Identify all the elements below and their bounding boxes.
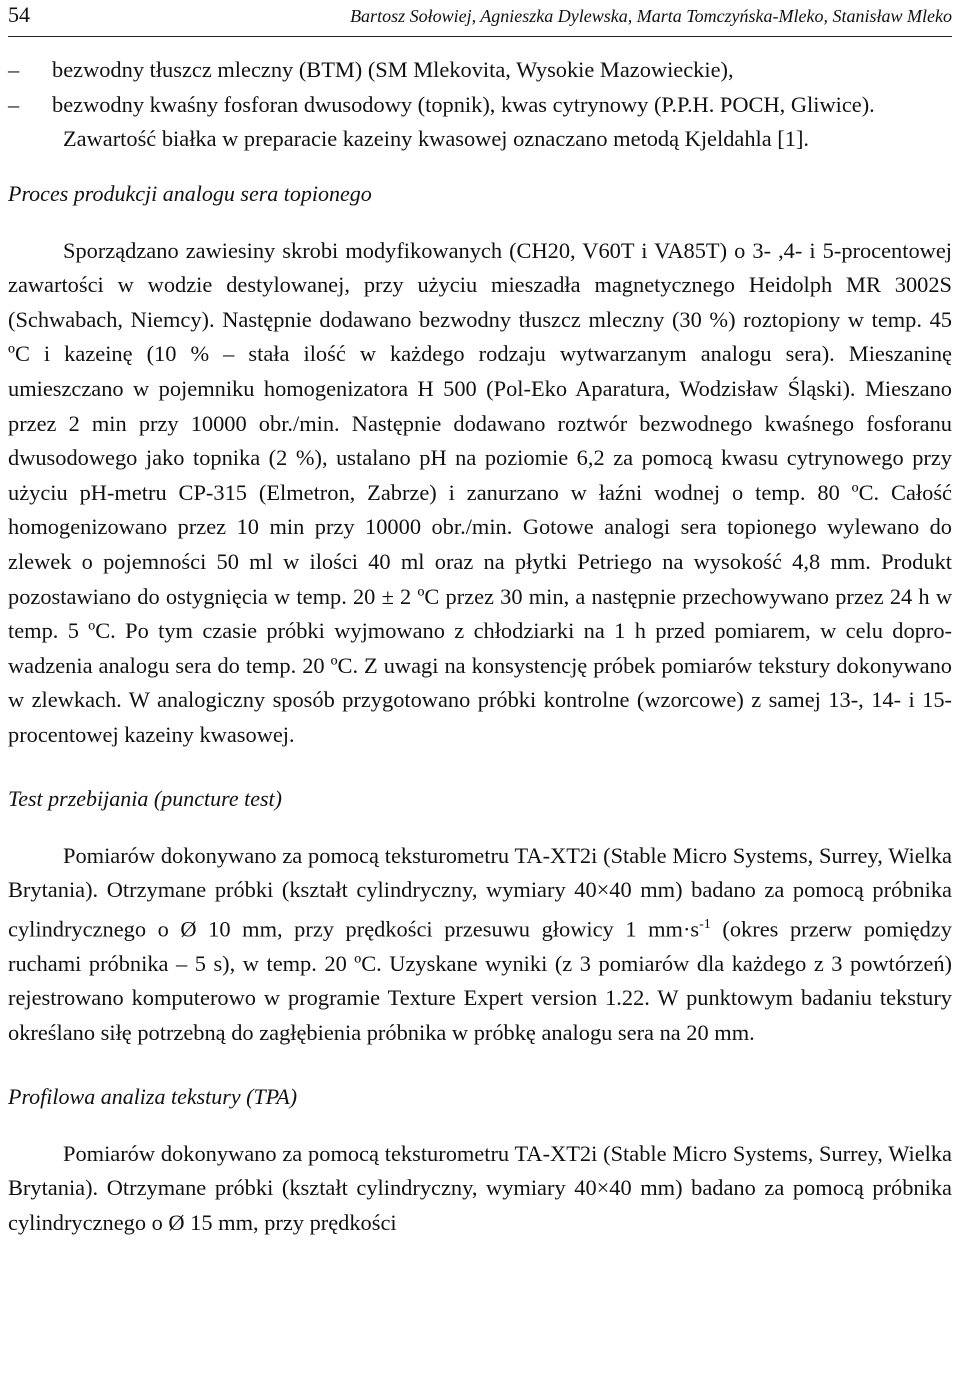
paragraph-text: (okres przerw pomiędzy ruchami próbnika – 5 s), w temp. 20 ºC. Uzyskane wyniki (z 3 pomiarów dla każdego z 3 powtórzeń) rejestrowano komputerowo w programie Texture Expert version 1.22. W punktowym badaniu tekstury określano siłę potrzebną do zagłębienia próbnika w próbkę analogu sera na 20 mm. xyxy=(8,916,952,1045)
page-header xyxy=(8,4,952,37)
page-number: 54 xyxy=(8,2,30,27)
list-item xyxy=(8,52,952,87)
bullet-dash: – xyxy=(8,92,20,117)
section-heading: Test przebijania (puncture test) xyxy=(8,785,282,811)
section-heading: Proces produkcji analogu sera topionego xyxy=(8,180,372,206)
bullet-dash: – xyxy=(8,57,20,82)
paragraph-text: Pomiarów dokonywano za pomocą teksturometru TA-XT2i (Stable Micro Systems, Surrey, Wielka Brytania). Otrzymane próbki (kształt cylindryczny, wymiary 40×40 mm) badano za pomocą próbnika cylindrycznego o Ø 10 mm, przy prędkości przesuwu głowicy 1 mm·s xyxy=(8,842,952,942)
section-paragraph: Pomiarów dokonywano za pomocą teksturometru TA-XT2i (Stable Micro Systems, Surrey, Wielka Brytania). Otrzymane próbki (kształt cylindryczny, wymiary 40×40 mm) badano za pomocą próbnika cylindrycznego o Ø 15 mm, przy prędkości xyxy=(8,1140,952,1235)
section-paragraph xyxy=(8,839,952,1051)
section-paragraph: Sporządzano zawiesiny skrobi modyfikowanych (CH20, V60T i VA85T) o 3- ,4- i 5-procentowej zawartości w wodzie destylowanej, przy użyciu mieszadła magnetycznego Heidolph MR 3002S (Schwabach, Niemcy). Następnie dodawano bezwodny tłuszcz mleczny (30 %) roztopiony w temp. 45 ºC i kazeinę (10 % – stała ilość w każdego rodzaju wytwarzanym analogu sera). Mieszaninę umieszczano w pojemniku homogenizatora H 500 (Pol-Eko Aparatura, Wodzisław Śląski). Mieszano przez 2 min przy 10000 obr./min. Następnie dodawano roztwór bezwodnego kwaśnego fosforanu dwusodowego jako topnika (2 %), ustalano pH na poziomie 6,2 za pomocą kwasu cytrynowego przy użyciu pH-metru CP-315 (Elmetron, Zabrze) i zanurzano w łaźni wodnej o temp. 80 ºC. Całość homogenizowano przez 10 min przy 10000 obr./min. Gotowe analogi sera topionego wylewano do zlewek o pojemności 50 ml w ilości 40 ml oraz na płytki Petriego na wysokość 4,8 mm. Produkt pozostawiano do ostygnięcia w temp. 20 ± 2 ºC przez 30 min, a następnie przechowywano przez 24 h w temp. 5 ºC. Po tym czasie próbki wyjmowano z chłodziarki na 1 h przed pomiarem, w celu doprowadzenia analogu sera do temp. 20 ºC. Z uwagi na konsystencję próbek pomiarów tekstury dokonywano w zlewkach. W analogiczny sposób przygotowano próbki kontrolne (wzorcowe) z samej 13-, 14- i 15-procentowej kazeiny kwasowej. xyxy=(8,237,952,747)
list-item-text: bezwodny tłuszcz mleczny (BTM) (SM Mlekovita, Wysokie Mazowieckie), xyxy=(52,57,734,82)
running-head: Bartosz Sołowiej, Agnieszka Dylewska, Marta Tomczyńska-Mleko, Stanisław Mleko xyxy=(350,6,952,26)
list-item xyxy=(8,87,952,122)
page-content xyxy=(8,52,952,1240)
section-heading: Profilowa analiza tekstury (TPA) xyxy=(8,1083,298,1109)
intro-paragraph: Zawartość białka w preparacie kazeiny kwasowej oznaczano metodą Kjeldahla [1]. xyxy=(63,126,809,151)
list-item-text: bezwodny kwaśny fosforan dwusodowy (topnik), kwas cytrynowy (P.P.H. POCH, Gliwice). xyxy=(52,92,875,117)
superscript: -1 xyxy=(699,916,711,932)
